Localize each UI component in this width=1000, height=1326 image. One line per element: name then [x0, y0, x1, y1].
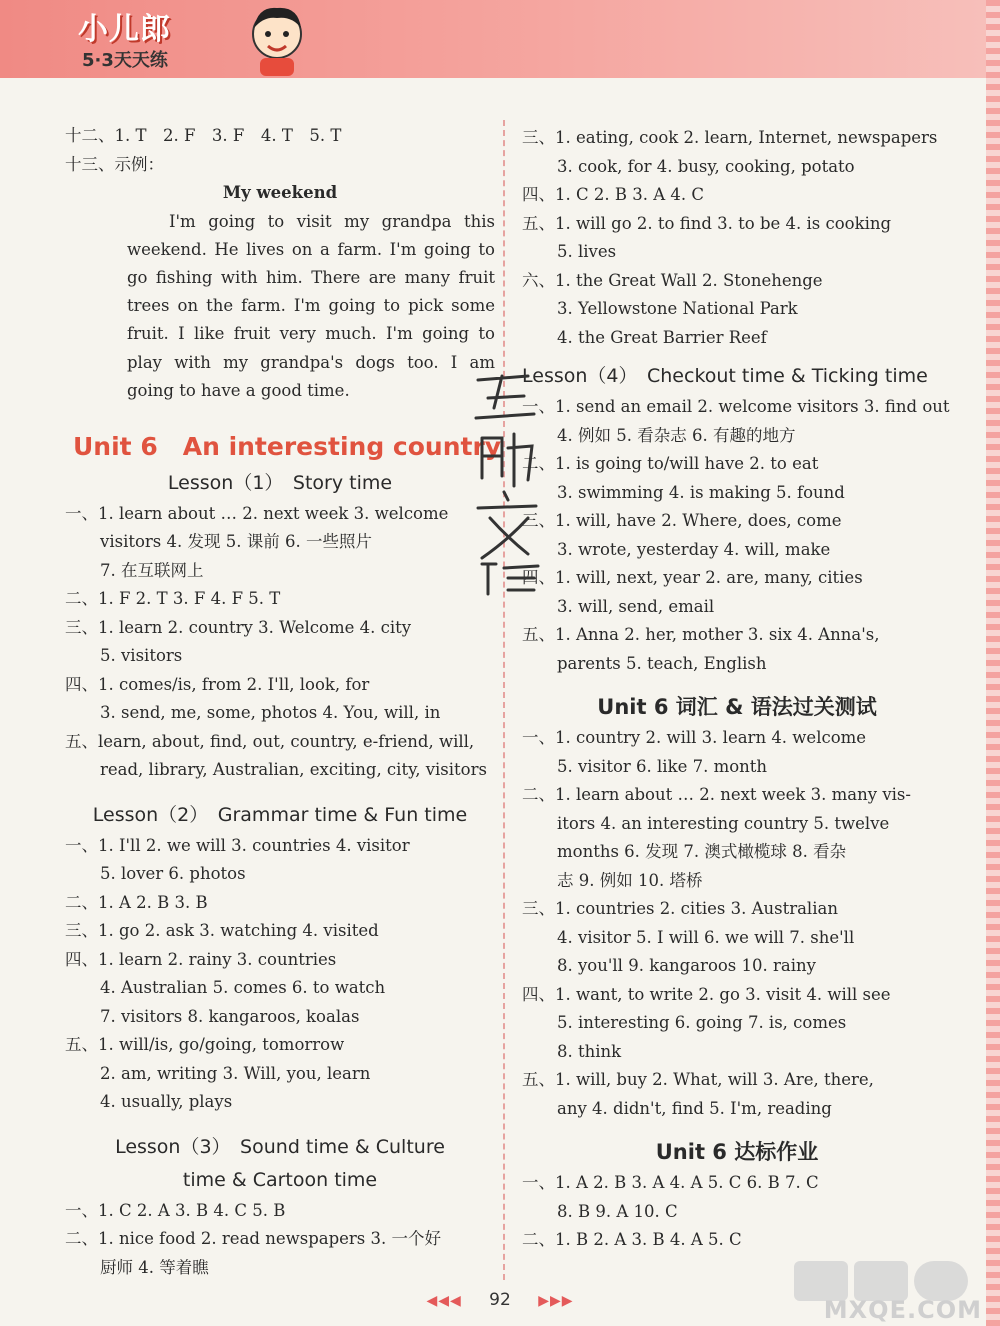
answer-line: 厨师 4. 等着瞧 — [100, 1257, 209, 1277]
answer-line: 3. wrote, yesterday 4. will, make — [557, 539, 831, 559]
answer-line: 7. visitors 8. kangaroos, koalas — [100, 1006, 360, 1026]
answer-line: any 4. didn't, find 5. I'm, reading — [557, 1098, 832, 1118]
watermark-url: MXQE.COM — [823, 1296, 982, 1324]
answer-line: 4. usually, plays — [100, 1092, 233, 1112]
vocab-test-title: Unit 6 词汇 & 语法过关测试 — [597, 695, 877, 719]
answer-line: 一、1. A 2. B 3. A 4. A 5. C 6. B 7. C — [522, 1173, 819, 1192]
lesson3-title: Lesson（3） Sound time & Culture — [115, 1135, 445, 1158]
left-column — [65, 122, 502, 1282]
answer-line: 5. lives — [557, 242, 617, 261]
answer-line: visitors 4. 发现 5. 课前 6. 一些照片 — [100, 532, 372, 552]
answer-line: 四、1. comes/is, from 2. I'll, look, for — [65, 674, 370, 694]
brand-title: 小儿郎 — [78, 12, 171, 47]
answer-line: 5. visitors — [100, 646, 183, 666]
answer-line: 3. swimming 4. is making 5. found — [557, 482, 845, 502]
answer-line: 二、1. learn about … 2. next week 3. many vis- — [522, 785, 911, 804]
answer-line: 3. cook, for 4. busy, cooking, potato — [557, 156, 855, 176]
page-header — [0, 0, 1000, 78]
answer-line: 4. visitor 5. I will 6. we will 7. she'll — [557, 927, 855, 947]
answer-line: 4. the Great Barrier Reef — [557, 327, 767, 347]
answer-line: 一、1. send an email 2. welcome visitors 3. find out — [522, 397, 950, 416]
page-number: 92 — [489, 1290, 511, 1310]
lesson1-title: Lesson（1） Story time — [167, 471, 393, 494]
answer-line: 4. Australian 5. comes 6. to watch — [100, 978, 386, 998]
answer-line: 五、1. will, buy 2. What, will 3. Are, there, — [522, 1070, 874, 1089]
answer-line: 六、1. the Great Wall 2. Stonehenge — [522, 270, 823, 290]
unit-title: Unit 6 An interesting country — [73, 431, 502, 461]
answer-line: 五、learn, about, find, out, country, e-friend, will, — [65, 731, 475, 751]
answer-line: 7. 在互联网上 — [100, 560, 204, 580]
page-edge-strip — [986, 0, 1000, 1326]
brand-subtitle: 5·3天天练 — [82, 50, 168, 71]
answer-line: 5. lover 6. photos — [100, 864, 246, 884]
essay-title: My weekend — [222, 183, 338, 202]
answer-line: 四、1. C 2. B 3. A 4. C — [522, 185, 704, 204]
answer-line: 3. will, send, email — [557, 596, 715, 616]
answer-line: 三、1. will, have 2. Where, does, come — [522, 511, 842, 530]
answer-line: 4. 例如 5. 看杂志 6. 有趣的地方 — [557, 425, 796, 445]
answer-line: itors 4. an interesting country 5. twelve — [557, 813, 890, 833]
answer-line: 一、1. I'll 2. we will 3. countries 4. visitor — [65, 835, 410, 855]
lesson2-title: Lesson（2） Grammar time & Fun time — [92, 803, 468, 826]
answer-line: 3. Yellowstone National Park — [557, 299, 798, 318]
lesson3-title-cont: time & Cartoon time — [182, 1168, 378, 1191]
brand-logo — [78, 2, 298, 74]
answer-line: 四、1. will, next, year 2. are, many, cities — [522, 568, 863, 587]
answer-line: 3. send, me, some, photos 4. You, will, in — [100, 703, 441, 723]
answer-line: 2. am, writing 3. Will, you, learn — [100, 1063, 371, 1083]
mascot-boy-icon — [246, 4, 308, 76]
homework-title: Unit 6 达标作业 — [655, 1140, 819, 1164]
lesson4-title: Lesson（4） Checkout time & Ticking time — [522, 365, 928, 387]
answer-line: 三、1. go 2. ask 3. watching 4. visited — [65, 921, 379, 941]
right-column — [522, 124, 952, 1255]
answer-line: 三、1. learn 2. country 3. Welcome 4. city — [65, 617, 412, 637]
answer-line: 五、1. will go 2. to find 3. to be 4. is cooking — [522, 213, 892, 233]
answer-line: 三、1. countries 2. cities 3. Australian — [522, 899, 838, 918]
answer-line: months 6. 发现 7. 澳式橄榄球 8. 看杂 — [557, 842, 847, 861]
answer-line: 一、1. learn about … 2. next week 3. welcome — [65, 503, 449, 523]
answer-line: 二、1. is going to/will have 2. to eat — [522, 454, 819, 473]
answer-line: 四、1. want, to write 2. go 3. visit 4. will see — [522, 984, 891, 1004]
answer-line: 五、1. will/is, go/going, tomorrow — [65, 1035, 345, 1055]
next-arrows-icon: ▶▶▶ — [538, 1293, 574, 1309]
answer-line: 四、1. learn 2. rainy 3. countries — [65, 949, 337, 969]
column-divider — [503, 120, 505, 1280]
answer-line: 5. visitor 6. like 7. month — [557, 756, 768, 776]
answer-line: 二、1. F 2. T 3. F 4. F 5. T — [65, 589, 281, 609]
answer-line: 8. think — [557, 1041, 622, 1061]
essay-text: I'm going to visit my grandpa this weekend. He lives on a farm. I'm going to go fishing with him. There are many fruit trees on the farm. I'm going to pick some fruit. I like fruit very much. I'm going to play with my grandpa's dogs too. I am going to have a good time. — [127, 211, 495, 400]
answer-line: 三、1. eating, cook 2. learn, Internet, newspapers — [522, 128, 938, 147]
answer-line: 志 9. 例如 10. 塔桥 — [557, 870, 703, 890]
answer-line: 一、1. country 2. will 3. learn 4. welcome — [522, 728, 867, 747]
answer-line: 二、1. B 2. A 3. B 4. A 5. C — [522, 1230, 742, 1249]
answer-line: 8. B 9. A 10. C — [557, 1201, 678, 1221]
answer-line: 二、1. A 2. B 3. B — [65, 892, 208, 912]
prev-arrows-icon: ◀◀◀ — [426, 1293, 462, 1309]
answer-line: 五、1. Anna 2. her, mother 3. six 4. Anna's, — [522, 625, 880, 644]
answer-line: 5. interesting 6. going 7. is, comes — [557, 1013, 847, 1032]
answer-line: 一、1. C 2. A 3. B 4. C 5. B — [65, 1200, 286, 1220]
answer-line: parents 5. teach, English — [557, 653, 767, 673]
handwriting-stamp — [468, 368, 548, 598]
answer-line: 8. you'll 9. kangaroos 10. rainy — [557, 956, 816, 975]
answer-line: read, library, Australian, exciting, city, visitors — [100, 760, 487, 780]
answer-line: 十二、1. T 2. F 3. F 4. T 5. T — [65, 126, 342, 145]
answer-line: 二、1. nice food 2. read newspapers 3. 一个好 — [65, 1229, 442, 1249]
answer-line: 十三、示例： — [65, 154, 164, 174]
